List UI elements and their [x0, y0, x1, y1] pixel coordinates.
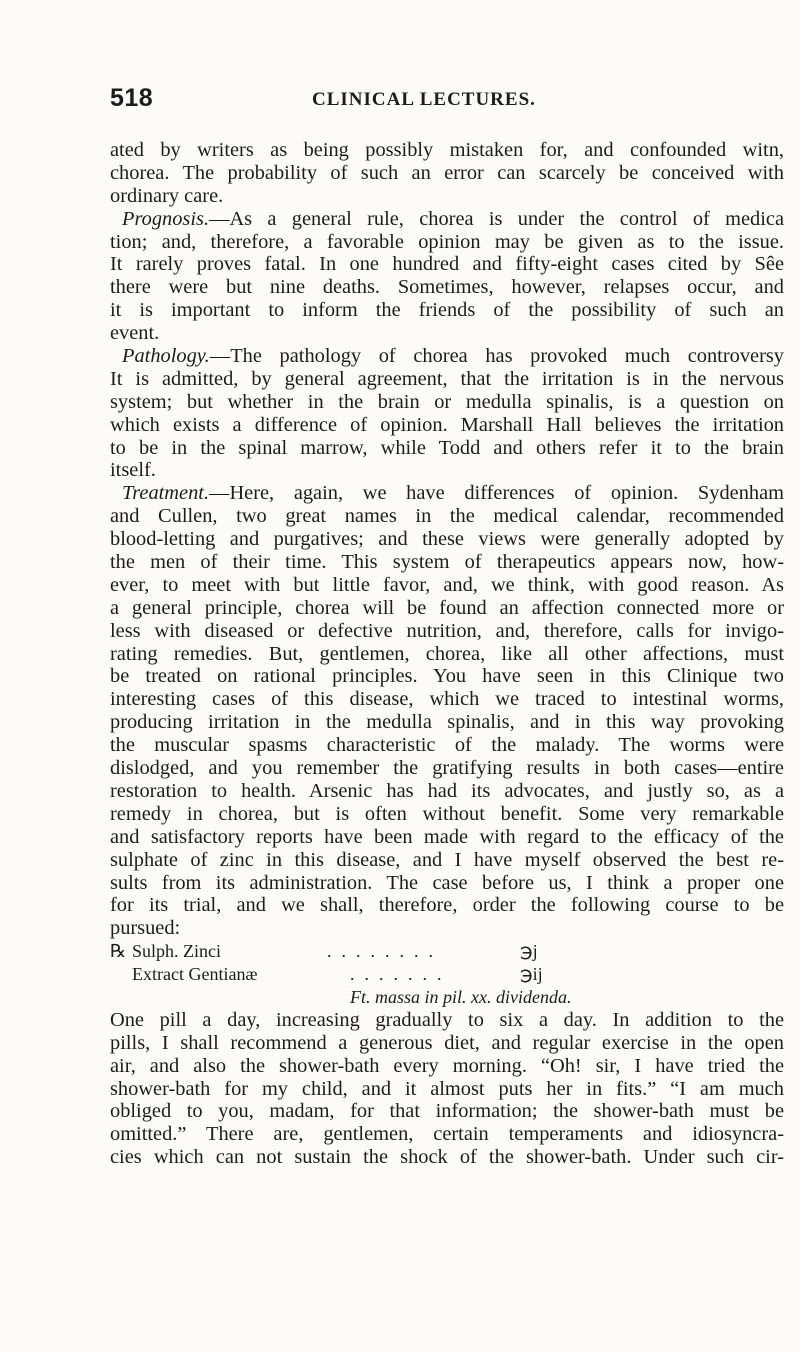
text-line — [110, 1032, 784, 1055]
text-line — [110, 505, 784, 528]
line-text: system; but whether in the brain or medulla spinalis, is a question on — [110, 390, 784, 413]
prescription-leader-dots: ........ — [327, 941, 443, 962]
text-line — [110, 231, 784, 254]
text-line — [110, 1100, 784, 1123]
text-line — [110, 849, 784, 872]
prescription-item-qty: ℈j — [520, 941, 538, 962]
line-text: tion; and, therefore, a favorable opinion may be given as to the issue. — [110, 230, 784, 253]
text-line — [110, 803, 784, 826]
text-line — [110, 620, 784, 643]
line-text: ated by writers as being possibly mistaken for, and confounded witn, — [110, 139, 784, 161]
line-text: interesting cases of this disease, which we traced to intestinal worms, — [110, 688, 784, 711]
prescription-directions-text: Ft. massa in pil. xx. dividenda. — [350, 986, 572, 1007]
prescription-item-name: Extract Gentianæ — [132, 964, 258, 985]
text-line — [110, 597, 784, 620]
text-line — [110, 322, 784, 345]
text-line — [110, 665, 784, 688]
line-text: sults from its administration. The case before us, I think a proper one — [110, 871, 784, 894]
text-line — [110, 459, 784, 482]
line-text: which exists a difference of opinion. Marshall Hall believes the irritation — [110, 413, 784, 436]
text-line — [110, 139, 784, 162]
line-text: It is admitted, by general agreement, that the irritation is in the nervous — [110, 367, 784, 390]
text-line — [110, 208, 784, 231]
prescription-directions — [110, 986, 784, 1009]
line-text: be treated on rational principles. You have seen in this Clinique two — [110, 665, 784, 688]
line-text: for its trial, and we shall, therefore, order the following course to be — [110, 894, 784, 917]
line-text: omitted.” There are, gentlemen, certain temperaments and idiosyncra- — [110, 1123, 784, 1146]
line-text: event. — [110, 322, 160, 345]
text-block-before — [110, 139, 784, 940]
body-text — [110, 139, 784, 1169]
line-text: sulphate of zinc in this disease, and I have myself observed the best re- — [110, 848, 784, 871]
line-text: ever, to meet with but little favor, and, we think, with good reason. As — [110, 573, 784, 596]
line-text: to be in the spinal marrow, while Todd and others refer it to the brain — [110, 436, 784, 459]
line-text: it is important to inform the friends of the possibility of such an — [110, 299, 784, 322]
line-text: One pill a day, increasing gradually to six a day. In addition to the — [110, 1008, 784, 1031]
text-line — [110, 368, 784, 391]
line-text: —The pathology of chorea has provoked much controversy — [209, 345, 784, 368]
rx-symbol: ℞ — [110, 941, 127, 962]
line-text: pills, I shall recommend a generous diet, and regular exercise in the open — [110, 1031, 784, 1054]
line-text: producing irritation in the medulla spinalis, and in this way provoking — [110, 711, 784, 734]
section-heading: Prognosis. — [122, 207, 210, 230]
line-text: the men of their time. This system of therapeutics appears now, how- — [110, 551, 784, 574]
line-text: obliged to you, madam, for that information; the shower-bath must be — [110, 1100, 784, 1123]
line-text: the muscular spasms characteristic of the malady. The worms were — [110, 734, 784, 757]
line-text: less with diseased or defective nutrition, and, therefore, calls for invigo- — [110, 619, 784, 642]
text-line — [110, 1055, 784, 1078]
text-line — [110, 1078, 784, 1101]
text-line — [110, 734, 784, 757]
prescription-item-qty: ℈ij — [520, 964, 543, 985]
line-text: and Cullen, two great names in the medical calendar, recommended — [110, 505, 784, 528]
text-line — [110, 299, 784, 322]
line-text: a general principle, chorea will be found an affection connected more or — [110, 596, 784, 619]
text-line — [110, 185, 784, 208]
section-heading: Treatment. — [122, 482, 210, 505]
line-text: pursued: — [110, 917, 181, 940]
text-line — [110, 711, 784, 734]
text-line — [110, 162, 784, 185]
text-line — [110, 276, 784, 299]
text-line — [110, 872, 784, 895]
page-number: 518 — [110, 84, 154, 112]
text-line — [110, 345, 784, 368]
line-text: remedy in chorea, but is often without benefit. Some very remarkable — [110, 802, 784, 825]
text-line — [110, 482, 784, 505]
text-line — [110, 643, 784, 666]
line-text: blood-letting and purgatives; and these views were generally adopted by — [110, 528, 784, 551]
line-text: restoration to health. Arsenic has had its advocates, and justly so, as a — [110, 779, 784, 802]
section-heading: Pathology. — [122, 345, 210, 368]
line-text: shower-bath for my child, and it almost puts her in fits.” “I am much — [110, 1077, 784, 1100]
text-line — [110, 1009, 784, 1032]
text-line — [110, 253, 784, 276]
text-line — [110, 894, 784, 917]
text-line — [110, 528, 784, 551]
text-line — [110, 1146, 784, 1169]
prescription-item-name: Sulph. Zinci — [132, 941, 221, 962]
text-line — [110, 688, 784, 711]
line-text: air, and also the shower-bath every morning. “Oh! sir, I have tried the — [110, 1054, 784, 1077]
text-block-after — [110, 1009, 784, 1169]
line-text: chorea. The probability of such an error can scarcely be conceived with — [110, 161, 784, 184]
text-line — [110, 551, 784, 574]
text-line — [110, 1123, 784, 1146]
line-text: and satisfactory reports have been made with regard to the efficacy of the — [110, 825, 784, 848]
line-text: ordinary care. — [110, 184, 224, 207]
text-line — [110, 391, 784, 414]
text-line — [110, 757, 784, 780]
text-line — [110, 437, 784, 460]
line-text: itself. — [110, 459, 156, 482]
prescription-line-2 — [110, 963, 784, 986]
text-line — [110, 780, 784, 803]
running-head: CLINICAL LECTURES. — [312, 89, 536, 110]
line-text: cies which can not sustain the shock of the shower-bath. Under such cir- — [110, 1146, 784, 1169]
line-text: —Here, again, we have differences of opinion. Sydenham — [209, 482, 784, 505]
line-text: —As a general rule, chorea is under the control of medica — [209, 207, 784, 230]
text-line — [110, 826, 784, 849]
line-text: dislodged, and you remember the gratifying results in both cases—entire — [110, 757, 784, 780]
text-line — [110, 917, 784, 940]
text-line — [110, 414, 784, 437]
prescription-line-1 — [110, 940, 784, 963]
line-text: It rarely proves fatal. In one hundred and fifty-eight cases cited by Sêe — [110, 253, 784, 276]
text-line — [110, 574, 784, 597]
prescription-leader-dots: ....... — [350, 964, 452, 985]
page-header — [0, 84, 800, 114]
line-text: there were but nine deaths. Sometimes, however, relapses occur, and — [110, 276, 784, 299]
line-text: rating remedies. But, gentlemen, chorea, like all other affections, must — [110, 642, 784, 665]
